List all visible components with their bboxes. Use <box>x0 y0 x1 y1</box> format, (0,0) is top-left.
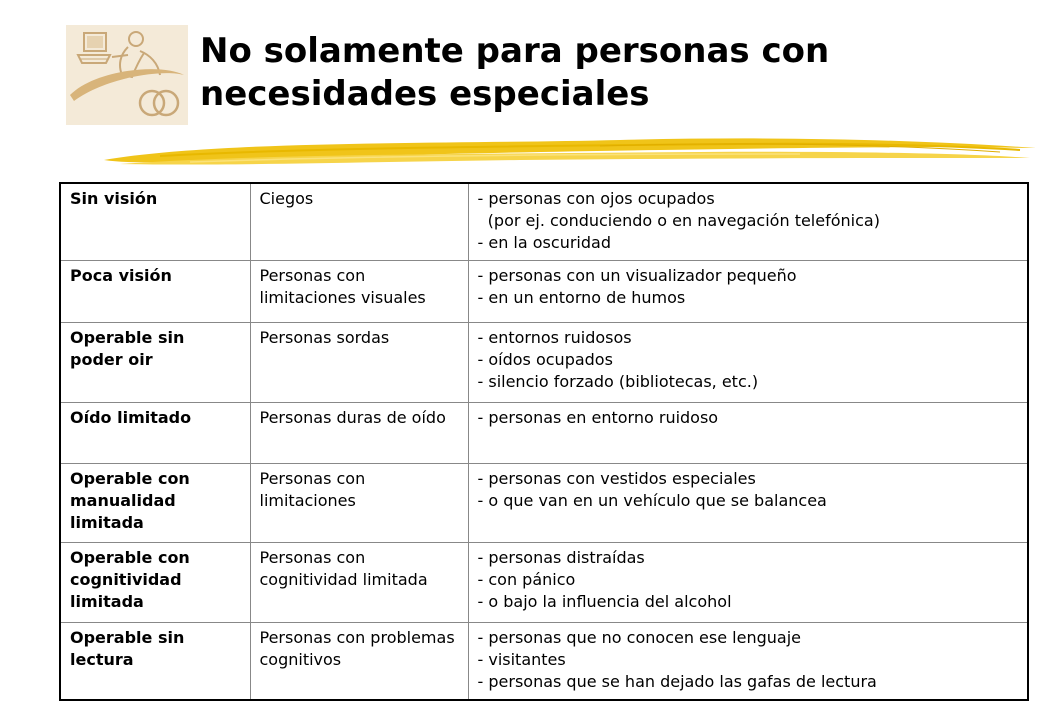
table-row <box>60 622 1028 700</box>
example-line: - personas con un visualizador pequeño <box>477 265 797 285</box>
example-line: - en la oscuridad <box>477 233 611 252</box>
examples-cell <box>468 622 1028 700</box>
group-cell: Personas con limitaciones visuales <box>250 260 468 322</box>
example-line: - oídos ocupados <box>477 349 613 369</box>
example-line: - personas que no conocen ese lenguaje <box>477 627 801 647</box>
example-line: - personas que se han dejado las gafas de lectura <box>477 671 877 691</box>
slide-title-line-1: No solamente para personas con <box>200 31 830 71</box>
group-cell: Personas sordas <box>250 322 468 402</box>
table-row <box>60 542 1028 622</box>
yellow-brush-stroke <box>100 134 1040 174</box>
example-line: - en un entorno de humos <box>477 287 686 307</box>
example-line: - personas distraídas <box>477 547 645 567</box>
category-cell: Operable con cognitividad limitada <box>60 542 250 622</box>
category-cell: Oído limitado <box>60 402 250 463</box>
group-cell: Ciegos <box>250 183 468 260</box>
examples-cell <box>468 542 1028 622</box>
group-cell: Personas duras de oído <box>250 402 468 463</box>
slide-title-line-2: necesidades especiales <box>200 74 650 114</box>
example-line: - con pánico <box>477 569 576 589</box>
examples-cell <box>468 463 1028 542</box>
example-line: - visitantes <box>477 649 566 669</box>
examples-cell <box>468 322 1028 402</box>
example-line: - silencio forzado (bibliotecas, etc.) <box>477 371 759 391</box>
examples-cell <box>468 260 1028 322</box>
example-line: - o que van en un vehículo que se balancea <box>477 490 827 510</box>
needs-table <box>59 182 1029 701</box>
group-cell: Personas con problemas cognitivos <box>250 622 468 700</box>
example-line: - entornos ruidosos <box>477 327 632 347</box>
table-row <box>60 183 1028 260</box>
person-at-computer-logo <box>66 25 188 125</box>
group-cell: Personas con cognitividad limitada <box>250 542 468 622</box>
table-row <box>60 402 1028 463</box>
slide-title <box>200 30 1020 116</box>
example-line: - personas en entorno ruidoso <box>477 407 719 427</box>
table-row <box>60 322 1028 402</box>
example-line: - o bajo la influencia del alcohol <box>477 591 732 611</box>
example-line: - personas con ojos ocupados <box>477 189 715 208</box>
table-row <box>60 463 1028 542</box>
table-row <box>60 260 1028 322</box>
category-cell: Sin visión <box>60 183 250 260</box>
example-line: (por ej. conduciendo o en navegación telefónica) <box>477 211 880 230</box>
group-cell: Personas con limitaciones <box>250 463 468 542</box>
category-cell: Operable con manualidad limitada <box>60 463 250 542</box>
category-cell: Poca visión <box>60 260 250 322</box>
category-cell: Operable sin lectura <box>60 622 250 700</box>
category-cell: Operable sin poder oir <box>60 322 250 402</box>
examples-cell <box>468 183 1028 260</box>
examples-cell <box>468 402 1028 463</box>
example-line: - personas con vestidos especiales <box>477 468 756 488</box>
